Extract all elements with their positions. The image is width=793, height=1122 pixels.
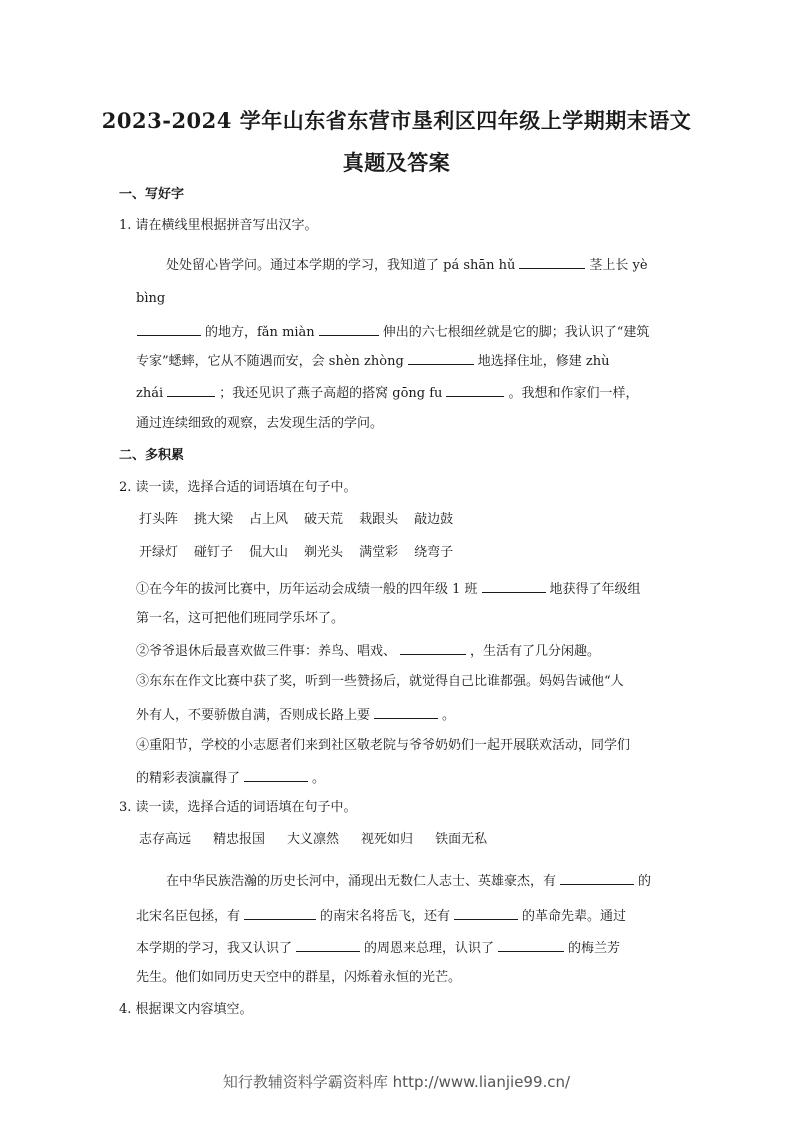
answer-blank[interactable] [244,905,316,920]
section-heading-1: 一、写好字 [119,187,185,202]
word-option: 挑大梁 [194,512,234,527]
answer-blank[interactable] [519,254,585,269]
question-2-sentence-2: ②爷爷退休后最喜欢做三件事：养鸟、唱戏、 ，生活有了几分闲趣。 [136,640,600,662]
question-2-sentence-3-cont: 外有人，不要骄傲自满，否则成长路上要 。 [136,704,455,726]
answer-blank[interactable] [482,578,546,593]
word-option: 剃光头 [304,545,344,560]
question-3-line: 在中华民族浩瀚的历史长河中，涌现出无数仁人志士、英雄豪杰，有 的 [166,870,651,892]
question-2-sentence-3: ③东东在作文比赛中获了奖，听到一些赞扬后，就觉得自己比谁都强。妈妈告诫他“人 [136,674,624,689]
answer-blank[interactable] [319,321,379,336]
answer-blank[interactable] [374,704,438,719]
word-option: 志存高远 [139,832,192,847]
question-4-stem: 4. 根据课文内容填空。 [119,1002,253,1017]
word-options-row-1 [139,510,469,530]
word-option: 栽跟头 [359,512,399,527]
question-3-line: 本学期的学习，我又认识了 的周恩来总理，认识了 的梅兰芳 [136,937,620,959]
question-1-line: zhái ；我还见识了燕子高超的搭窝 gōng fu 。我想和作家们一样， [136,382,638,404]
question-2-sentence-4-cont: 的精彩表演赢得了 。 [136,767,325,789]
word-option: 铁面无私 [435,832,488,847]
word-option: 精忠报国 [213,832,266,847]
question-2-sentence-1-cont: 第一名，这可把他们班同学乐坏了。 [136,611,345,626]
question-2-stem: 2. 读一读，选择合适的词语填在句子中。 [119,480,357,495]
word-option: 敲边鼓 [414,512,454,527]
question-1-line: 专家”蟋蟀，它从不随遇而安，会 shèn zhòng 地选择住址，修建 zhù [136,350,610,372]
answer-blank[interactable] [560,870,634,885]
footer-watermark: 知行教辅资料学霸资料库 http://www.lianjie99.cn/ [222,1073,571,1091]
question-1-stem: 1. 请在横线里根据拼音写出汉字。 [119,218,318,233]
answer-blank[interactable] [400,640,466,655]
answer-blank[interactable] [408,350,474,365]
question-1-line: 的地方，fǎn miàn 伸出的六七根细丝就是它的脚；我认识了“建筑 [119,321,649,343]
answer-blank[interactable] [167,382,215,397]
answer-blank[interactable] [454,905,518,920]
word-option: 碰钉子 [194,545,234,560]
word-options-row-2 [139,543,469,563]
word-option: 视死如归 [361,832,414,847]
word-option: 占上风 [249,512,289,527]
word-option: 大义凛然 [287,832,340,847]
word-option: 侃大山 [249,545,289,560]
question-1-line: 处处留心皆学问。通过本学期的学习，我知道了 pá shān hǔ 茎上长 yè [166,254,648,276]
question-1-line: bìng [136,291,166,306]
answer-blank[interactable] [498,937,564,952]
word-option: 绕弯子 [414,545,454,560]
word-option: 打头阵 [139,512,179,527]
word-option: 满堂彩 [359,545,399,560]
question-2-sentence-4: ④重阳节，学校的小志愿者们来到社区敬老院与爷爷奶奶们一起开展联欢活动，同学们 [136,738,631,753]
answer-blank[interactable] [296,937,360,952]
answer-blank[interactable] [244,767,308,782]
answer-blank[interactable] [446,382,504,397]
answer-blank[interactable] [137,321,201,336]
question-3-line: 北宋名臣包拯，有 的南宋名将岳飞，还有 的革命先辈。通过 [136,905,626,927]
question-1-line: 通过连续细致的观察，去发现生活的学问。 [136,416,384,431]
word-option: 开绿灯 [139,545,179,560]
section-heading-2: 二、多积累 [119,448,185,463]
question-3-stem: 3. 读一读，选择合适的词语填在句子中。 [119,800,357,815]
question-3-line: 先生。他们如同历史天空中的群星，闪烁着永恒的光芒。 [136,970,462,985]
document-title-line-2: 真题及答案 [342,150,451,175]
word-option: 破天荒 [304,512,344,527]
word-options-row-3 [139,830,503,850]
document-title-line-1: 2023-2024 学年山东省东营市垦利区四年级上学期期末语文 [101,108,692,133]
question-2-sentence-1: ①在今年的拔河比赛中，历年运动会成绩一般的四年级 1 班 地获得了年级组 [136,578,641,600]
